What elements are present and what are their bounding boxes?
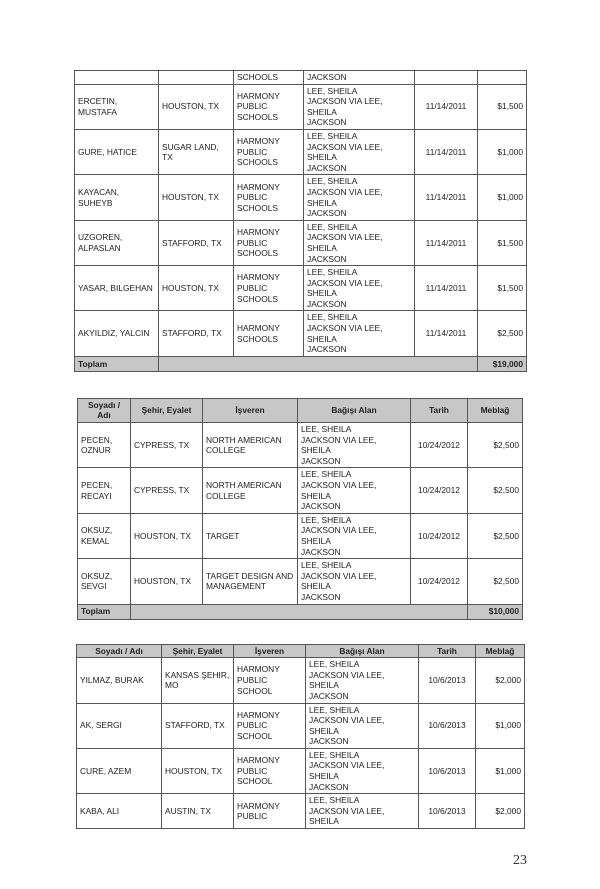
- recipient-line: JACKSON VIA LEE, SHEILA: [301, 525, 377, 546]
- recipient-cell: [306, 748, 419, 793]
- date-cell: 11/14/2011: [415, 84, 478, 129]
- amount-cell: $2,500: [468, 513, 523, 558]
- recipient-cell: [304, 311, 415, 356]
- employer-cell: NORTH AMERICAN COLLEGE: [203, 423, 298, 468]
- table-row: [77, 794, 525, 829]
- recipient-line: JACKSON VIA LEE, SHEILA: [309, 715, 385, 736]
- total-label: Toplam: [78, 604, 131, 619]
- date-cell: 11/14/2011: [415, 266, 478, 311]
- recipient-line: LEE, SHEILA: [309, 795, 360, 806]
- recipient-line: LEE, SHEILA: [309, 749, 360, 760]
- table-row: [77, 658, 525, 703]
- city-cell: KANSAS ŞEHIR, MO: [162, 658, 234, 703]
- amount-cell: $2,000: [476, 658, 525, 703]
- header-employer: İşveren: [203, 398, 298, 422]
- recipient-cell: [298, 513, 411, 558]
- table-rows: [75, 84, 527, 356]
- recipient-line: JACKSON VIA LEE, SHEILA: [301, 434, 377, 456]
- amount-cell: $2,000: [476, 794, 525, 829]
- recipient-line: JACKSON: [309, 781, 349, 792]
- recipient-line: JACKSON: [307, 208, 347, 219]
- name-cell: KABA, ALI: [77, 794, 162, 829]
- recipient-line: JACKSON: [301, 546, 341, 557]
- recipient-line: LEE, SHEILA: [307, 130, 358, 141]
- header-date: Tarih: [419, 644, 476, 658]
- amount-cell: $1,000: [476, 703, 525, 748]
- amount-cell: $1,000: [478, 129, 527, 174]
- recipient-line: JACKSON VIA LEE, SHEILA: [307, 96, 383, 117]
- table-body: [75, 71, 527, 85]
- name-cell: YILMAZ, BURAK: [77, 658, 162, 703]
- amount-cell: $2,500: [468, 423, 523, 468]
- city-cell: STAFFORD, TX: [159, 311, 234, 356]
- recipient-line: JACKSON VIA LEE, SHEILA: [307, 277, 383, 299]
- amount-cell: $2,500: [478, 311, 527, 356]
- table-row: [75, 311, 527, 356]
- city-cell: HOUSTON, TX: [131, 513, 203, 558]
- recipient-line: JACKSON VIA LEE, SHEILA: [309, 760, 385, 782]
- recipient-line: JACKSON: [307, 117, 347, 128]
- recipient-cell: [304, 266, 415, 311]
- recipient-cell: JACKSON: [304, 71, 415, 85]
- date-cell: 11/14/2011: [415, 129, 478, 174]
- recipient-line: LEE, SHEILA: [307, 176, 358, 187]
- recipient-cell: [298, 423, 411, 468]
- date-cell: 11/14/2011: [415, 220, 478, 265]
- recipient-cell: [298, 559, 411, 604]
- employer-cell: HARMONY PUBLIC SCHOOLS: [234, 175, 304, 220]
- amount-cell: $1,500: [478, 266, 527, 311]
- header-recipient: Bağışı Alan: [306, 644, 419, 658]
- employer-cell: HARMONY PUBLIC SCHOOL: [234, 658, 306, 703]
- recipient-cell: [306, 658, 419, 703]
- employer-cell: HARMONY PUBLIC SCHOOLS: [234, 220, 304, 265]
- header-recipient: Bağışı Alan: [298, 398, 411, 422]
- employer-cell: HARMONY PUBLIC SCHOOLS: [234, 84, 304, 129]
- employer-cell: HARMONY PUBLIC SCHOOL: [234, 748, 306, 793]
- recipient-line: JACKSON VIA LEE, SHEILA: [309, 805, 385, 827]
- table-header-row: [77, 644, 525, 658]
- header-city: Şehir, Eyalet: [131, 398, 203, 422]
- employer-cell: SCHOOLS: [234, 71, 304, 85]
- recipient-line: LEE, SHEILA: [307, 312, 358, 323]
- name-cell: AK, SERGI: [77, 703, 162, 748]
- table-rows: [77, 658, 525, 829]
- page-number: 23: [513, 853, 527, 869]
- amount-cell: $1,500: [478, 220, 527, 265]
- recipient-line: LEE, SHEILA: [309, 659, 360, 670]
- employer-cell: NORTH AMERICAN COLLEGE: [203, 468, 298, 513]
- recipient-line: JACKSON: [301, 455, 341, 466]
- city-cell: CYPRESS, TX: [131, 423, 203, 468]
- date-cell: 11/14/2011: [415, 311, 478, 356]
- table-row: [77, 748, 525, 793]
- table-row: [75, 84, 527, 129]
- table-row: [75, 175, 527, 220]
- recipient-cell: [298, 468, 411, 513]
- name-cell: PECEN, RECAYI: [78, 468, 131, 513]
- total-spacer: [131, 604, 468, 619]
- header-amount: Meblağ: [476, 644, 525, 658]
- name-cell: GURE, HATICE: [75, 129, 159, 174]
- recipient-line: JACKSON: [301, 591, 341, 602]
- amount-cell: $1,500: [478, 84, 527, 129]
- city-cell: HOUSTON, TX: [159, 84, 234, 129]
- total-row: [78, 604, 523, 619]
- name-cell: PECEN, OZNUR: [78, 423, 131, 468]
- amount-cell: $1,000: [478, 175, 527, 220]
- employer-cell: HARMONY PUBLIC SCHOOLS: [234, 266, 304, 311]
- recipient-cell: [304, 175, 415, 220]
- amount-cell: [478, 71, 527, 85]
- recipient-line: JACKSON VIA LEE, SHEILA: [301, 570, 377, 592]
- amount-cell: $1,000: [476, 748, 525, 793]
- header-name: Soyadı / Adı: [78, 398, 131, 422]
- total-label: Toplam: [75, 356, 159, 371]
- city-cell: SUGAR LAND, TX: [159, 129, 234, 174]
- city-cell: [159, 71, 234, 85]
- recipient-cell: [306, 794, 419, 829]
- table-row: [75, 220, 527, 265]
- recipient-line: LEE, SHEILA: [301, 424, 352, 435]
- table-row: [78, 559, 523, 604]
- employer-cell: HARMONY PUBLIC: [234, 794, 306, 829]
- date-cell: 10/6/2013: [419, 794, 476, 829]
- city-cell: STAFFORD, TX: [162, 703, 234, 748]
- recipient-line: JACKSON: [301, 501, 341, 512]
- recipient-line: LEE, SHEILA: [307, 267, 358, 278]
- table-row: [77, 703, 525, 748]
- recipient-cell: [304, 84, 415, 129]
- table-rows: [78, 423, 523, 605]
- total-spacer: [159, 356, 478, 371]
- recipient-cell: [306, 703, 419, 748]
- recipient-line: JACKSON VIA LEE, SHEILA: [307, 232, 383, 253]
- city-cell: STAFFORD, TX: [159, 220, 234, 265]
- header-amount: Meblağ: [468, 398, 523, 422]
- employer-cell: TARGET: [203, 513, 298, 558]
- donations-table-2012: [77, 398, 523, 620]
- city-cell: HOUSTON, TX: [162, 748, 234, 793]
- table-row: [78, 468, 523, 513]
- total-amount: $19,000: [478, 356, 527, 371]
- name-cell: UZGOREN, ALPASLAN: [75, 220, 159, 265]
- table-row: [75, 266, 527, 311]
- city-cell: HOUSTON, TX: [159, 266, 234, 311]
- recipient-line: LEE, SHEILA: [307, 85, 358, 96]
- date-cell: 10/24/2012: [411, 559, 468, 604]
- recipient-line: LEE, SHEILA: [301, 560, 352, 571]
- recipient-line: JACKSON VIA LEE, SHEILA: [307, 141, 383, 163]
- date-cell: 10/24/2012: [411, 468, 468, 513]
- table-header-row: [78, 398, 523, 422]
- recipient-cell: [304, 220, 415, 265]
- amount-cell: $2,500: [468, 468, 523, 513]
- recipient-cell: [304, 129, 415, 174]
- donations-table-2011: [74, 70, 527, 372]
- date-cell: 10/6/2013: [419, 658, 476, 703]
- city-cell: CYPRESS, TX: [131, 468, 203, 513]
- date-cell: 11/14/2011: [415, 175, 478, 220]
- recipient-line: LEE, SHEILA: [307, 221, 358, 232]
- recipient-line: LEE, SHEILA: [301, 514, 352, 525]
- name-cell: OKSUZ, KEMAL: [78, 513, 131, 558]
- recipient-line: LEE, SHEILA: [309, 704, 360, 715]
- date-cell: 10/24/2012: [411, 423, 468, 468]
- date-cell: 10/6/2013: [419, 748, 476, 793]
- name-cell: YASAR, BILGEHAN: [75, 266, 159, 311]
- recipient-line: JACKSON VIA LEE, SHEILA: [307, 323, 383, 344]
- date-cell: [415, 71, 478, 85]
- employer-cell: TARGET DESIGN AND MANAGEMENT: [203, 559, 298, 604]
- header-employer: İşveren: [234, 644, 306, 658]
- recipient-line: JACKSON: [309, 690, 349, 701]
- name-cell: ERCETIN, MUSTAFA: [75, 84, 159, 129]
- employer-cell: HARMONY PUBLIC SCHOOLS: [234, 129, 304, 174]
- city-cell: HOUSTON, TX: [159, 175, 234, 220]
- recipient-line: JACKSON: [307, 298, 347, 309]
- header-date: Tarih: [411, 398, 468, 422]
- header-name: Soyadı / Adı: [77, 644, 162, 658]
- recipient-line: JACKSON: [307, 344, 347, 355]
- amount-cell: $2,500: [468, 559, 523, 604]
- recipient-line: LEE, SHEILA: [301, 469, 352, 480]
- donations-table-2013: [76, 644, 525, 830]
- recipient-line: JACKSON VIA LEE, SHEILA: [309, 669, 385, 691]
- table-row: [78, 513, 523, 558]
- name-cell: KAYACAN, SUHEYB: [75, 175, 159, 220]
- recipient-line: JACKSON: [307, 253, 347, 264]
- table-row-continued: [75, 71, 527, 85]
- date-cell: 10/6/2013: [419, 703, 476, 748]
- table-row: [75, 129, 527, 174]
- date-cell: 10/24/2012: [411, 513, 468, 558]
- name-cell: CURE, AZEM: [77, 748, 162, 793]
- name-cell: AKYILDIZ, YALCIN: [75, 311, 159, 356]
- header-city: Şehir, Eyalet: [162, 644, 234, 658]
- city-cell: HOUSTON, TX: [131, 559, 203, 604]
- city-cell: AUSTIN, TX: [162, 794, 234, 829]
- employer-cell: HARMONY PUBLIC SCHOOL: [234, 703, 306, 748]
- recipient-line: JACKSON: [307, 162, 347, 173]
- total-row: [75, 356, 527, 371]
- table-row: [78, 423, 523, 468]
- name-cell: OKSUZ, SEVGI: [78, 559, 131, 604]
- total-amount: $10,000: [468, 604, 523, 619]
- recipient-line: JACKSON VIA LEE, SHEILA: [301, 480, 377, 501]
- employer-cell: HARMONY SCHOOLS: [234, 311, 304, 356]
- recipient-line: JACKSON VIA LEE, SHEILA: [307, 186, 383, 208]
- name-cell: [75, 71, 159, 85]
- recipient-line: JACKSON: [309, 736, 349, 747]
